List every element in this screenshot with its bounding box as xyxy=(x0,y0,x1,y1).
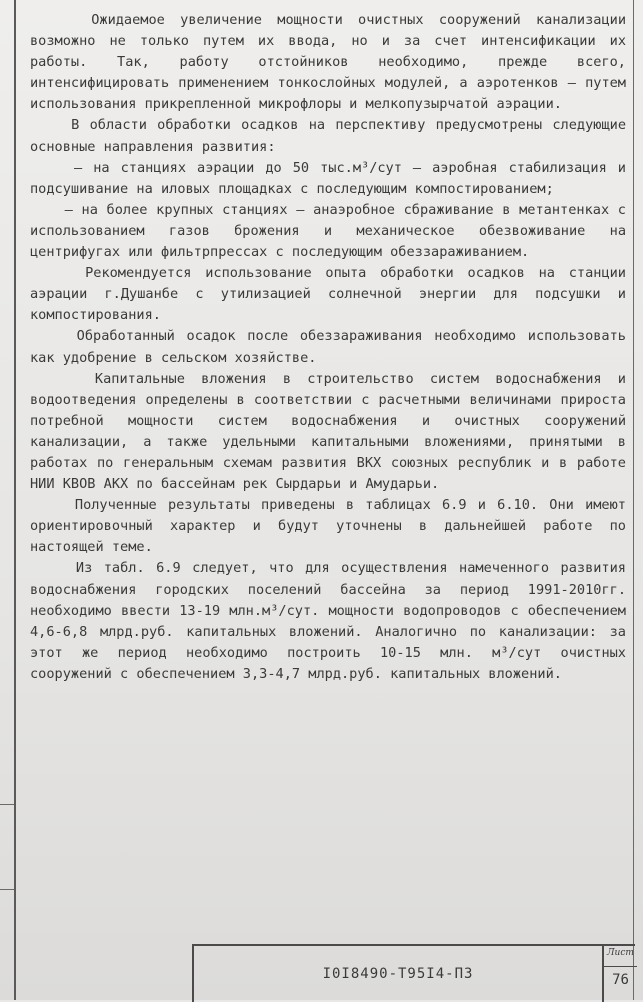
sheet-number: 76 xyxy=(612,972,629,988)
paragraph: Обработанный осадок после обеззараживания необходимо использовать как удобрение в сельском хозяйстве. xyxy=(30,328,626,366)
paragraph: Рекомендуется использование опыта обработки осадков на станции аэрации г.Душанбе с утилизацией солнечной энергии для подсушки и компостирования. xyxy=(30,265,626,324)
sheet-box xyxy=(602,946,637,1002)
paragraph: Полученные результаты приведены в таблицах 6.9 и 6.10. Они имеют ориентировочный характер и будут уточнены в дальнейшей работе по настоящей теме. xyxy=(30,497,626,556)
frame-left-border xyxy=(14,0,16,1000)
paragraph: Из табл. 6.9 следует, что для осуществления намеченного развития водоснабжения городских поселений бассейна за период 1991-2010гг. необходимо ввести 13-19 млн.м³/сут. мощности водопроводов с обеспечением 4,6-6,8 млрд.руб. капитальных вложений. Аналогично по канализации: за этот же период необходимо построить 10-15 млн. м³/сут очистных сооружений с обеспечением 3,3-4,7 млрд.руб. капитальных вложений. xyxy=(30,560,626,682)
paragraph: Ожидаемое увеличение мощности очистных сооружений канализации возможно не только путем их ввода, но и за счет интенсификации их работы. Так, работу отстойников необходимо, прежде всего, интенсифицировать применением тонкослойных модулей, а аэротенков – путем использования прикрепленной микрофлоры и мелкопузырчатой аэрации. xyxy=(30,12,626,113)
title-block xyxy=(192,944,635,1002)
margin-tick xyxy=(0,889,14,890)
paragraph: Капитальные вложения в строительство систем водоснабжения и водоотведения определены в соответствии с расчетными величинами прироста потребной мощности систем водоснабжения и очистных сооружений канализации, а также удельными капитальными вложениями, принятыми в работах по генеральным схемам развития ВКХ союзных республик и в работе НИИ КВОВ АКХ по бассейнам рек Сырдарьи и Амударьи. xyxy=(30,370,626,493)
paragraph: – на более крупных станциях – анаэробное сбраживание в метантенках с использованием газов брожения и механическое обезвоживание на центрифугах или фильтрпрессах с последующим обеззараживанием. xyxy=(30,201,626,261)
paragraph: В области обработки осадков на перспективу предусмотрены следующие основные направления развития: xyxy=(30,117,626,155)
paragraph: – на станциях аэрации до 50 тыс.м³/сут – аэробная стабилизация и подсушивание на иловых площадках с последующим компостированием; xyxy=(30,159,626,197)
frame-right-border xyxy=(633,0,634,1000)
document-code: I0I8490-Т95I4-ПЗ xyxy=(322,966,474,982)
body-text xyxy=(30,10,626,685)
sheet-label: Лист xyxy=(604,948,637,967)
margin-tick xyxy=(0,804,14,805)
